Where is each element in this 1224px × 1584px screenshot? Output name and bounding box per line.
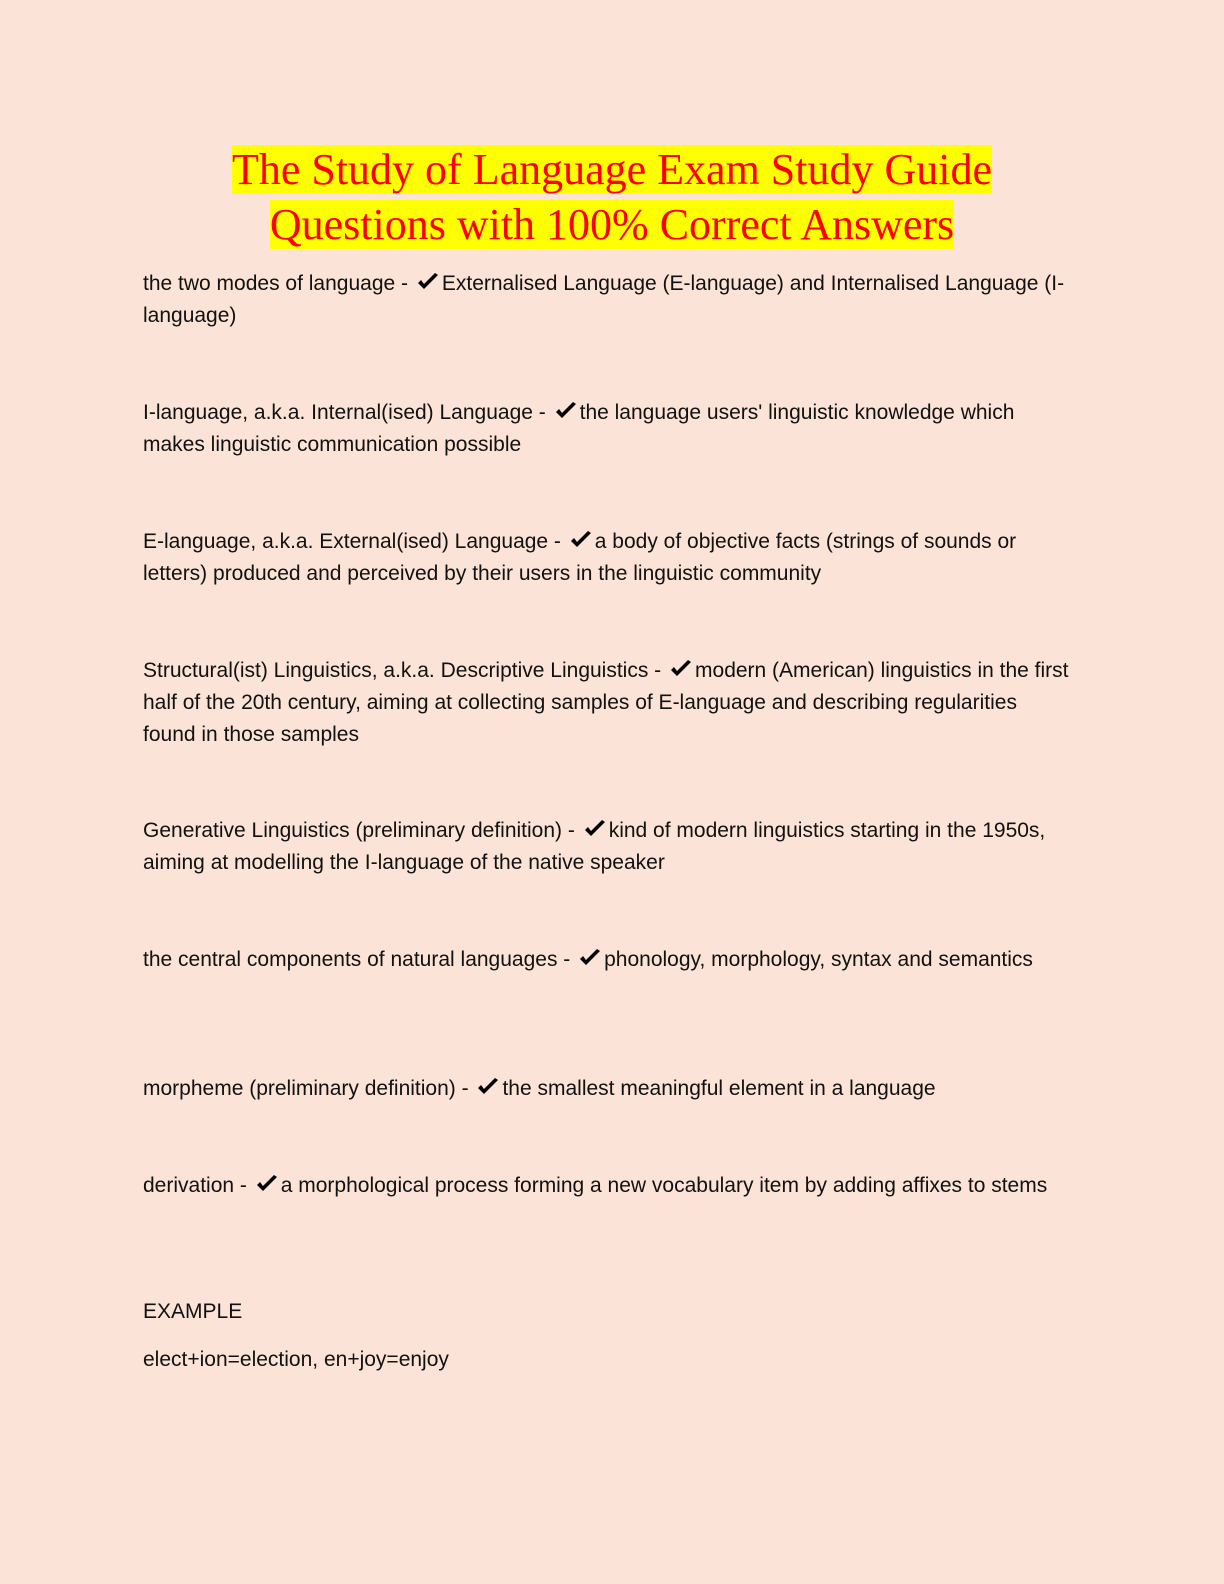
term: I-language, a.k.a. Internal(ised) Language - — [143, 401, 546, 424]
example-text: elect+ion=election, en+joy=enjoy — [143, 1348, 449, 1371]
flashcard-entry — [143, 268, 1073, 332]
check-icon — [583, 819, 607, 839]
term: E-language, a.k.a. External(ised) Language - — [143, 530, 561, 553]
title-line-1: The Study of Language Exam Study Guide — [231, 145, 993, 194]
definition: the smallest meaningful element in a language — [502, 1077, 936, 1100]
check-icon — [416, 272, 440, 292]
term: the two modes of language - — [143, 272, 409, 295]
title-line-2: Questions with 100% Correct Answers — [269, 200, 955, 249]
check-icon — [255, 1174, 279, 1194]
definition: a body of objective facts (strings of sounds or letters) produced and perceived by their users in the linguistic community — [143, 530, 1017, 585]
term: Generative Linguistics (preliminary definition) - — [143, 819, 575, 842]
check-icon — [578, 948, 602, 968]
definition: the language users' linguistic knowledge which makes linguistic communication possible — [143, 401, 1015, 456]
check-icon — [569, 530, 593, 550]
term: Structural(ist) Linguistics, a.k.a. Descriptive Linguistics - — [143, 659, 662, 682]
check-icon — [669, 659, 693, 679]
definition: a morphological process forming a new vocabulary item by adding affixes to stems — [280, 1174, 1048, 1197]
example-label: EXAMPLE — [143, 1300, 243, 1323]
definition: phonology, morphology, syntax and semantics — [604, 948, 1033, 971]
flashcard-entry — [143, 815, 1073, 879]
term: derivation - — [143, 1174, 247, 1197]
flashcard-entry — [143, 397, 1073, 461]
term: the central components of natural languages - — [143, 948, 571, 971]
flashcard-entry — [143, 1170, 1073, 1202]
flashcard-entry — [143, 944, 1073, 976]
definition: Externalised Language (E-language) and Internalised Language (I-language) — [143, 272, 1065, 327]
check-icon — [554, 401, 578, 421]
definition: modern (American) linguistics in the first half of the 20th century, aiming at collecting samples of E-language and describing regularities found in those samples — [143, 659, 1069, 746]
flashcard-entry — [143, 1073, 1073, 1105]
check-icon — [476, 1077, 500, 1097]
term: morpheme (preliminary definition) - — [143, 1077, 469, 1100]
page-title — [0, 142, 1224, 252]
flashcard-entry — [143, 655, 1073, 751]
flashcard-entry — [143, 526, 1073, 590]
definition: kind of modern linguistics starting in the 1950s, aiming at modelling the I-language of the native speaker — [143, 819, 1046, 874]
